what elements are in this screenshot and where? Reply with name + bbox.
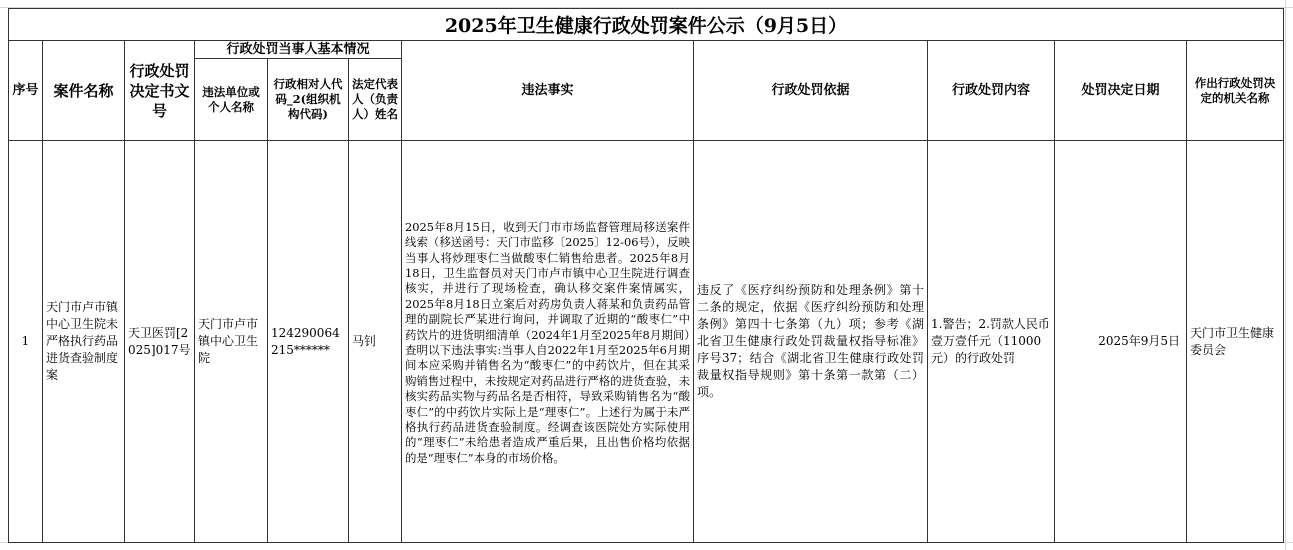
- cell-authority: 天门市卫生健康委员会: [1187, 141, 1284, 543]
- cell-party-code: 124290064215******: [268, 141, 349, 543]
- header-basis: 行政处罚依据: [694, 41, 928, 141]
- header-authority: 作出行政处罚决定的机关名称: [1187, 41, 1284, 141]
- cell-case-name: 天门市卢市镇中心卫生院未严格执行药品进货查验制度案: [43, 141, 125, 543]
- header-facts: 违法事实: [402, 41, 694, 141]
- cell-legal-rep: 马钊: [349, 141, 402, 543]
- cell-facts: 2025年8月15日，收到天门市市场监督管理局移送案件线索（移送函号：天门市监移〔2025〕12-06号），反映当事人将炒理枣仁当做酸枣仁销售给患者。2025年8月18日，卫生监督员对天门市卢市镇中心卫生院进行调查核实，并进行了现场检查，确认移交案件案情属实，2025年8月18日立案后对药房负责人蒋某和负责药品管理的副院长严某进行询问，并调取了近期的“酸枣仁”中药饮片的进货明细清单（2024年1月至2025年8月期间）查明以下违法事实:当事人自2022年1月至2025年6月期间本应采购并销售名为“酸枣仁”的中药饮片，但在其采购销售过程中，未按规定对药品进行严格的进货查验，未核实药品实物与药品名是否相符，导致采购销售名为“酸枣仁”的中药饮片实际上是“理枣仁”。上述行为属于未严格执行药品进货查验制度。经调查该医院处方实际使用的“理枣仁”未给患者造成严重后果，且出售价格均依据的是“理枣仁”本身的市场价格。: [402, 141, 694, 543]
- page-title: 2025年卫生健康行政处罚案件公示（9月5日）: [9, 9, 1284, 41]
- cell-content: 1.警告；2.罚款人民币壹万壹仟元（11000元）的行政处罚: [928, 141, 1055, 543]
- header-party-code: 行政相对人代码_2(组织机构代码): [268, 59, 349, 141]
- cell-basis: 违反了《医疗纠纷预防和处理条例》第十二条的规定，依据《医疗纠纷预防和处理条例》第四十七条第（九）项；参考《湖北省卫生健康行政处罚裁量权指导标准》序号37；结合《湖北省卫生健康行政处罚裁量权指导规则》第十条第一款第（二）项。: [694, 141, 928, 543]
- header-date: 处罚决定日期: [1055, 41, 1187, 141]
- table-row: [9, 141, 1284, 543]
- header-content: 行政处罚内容: [928, 41, 1055, 141]
- gridline: [1285, 0, 1286, 550]
- cell-no: 1: [9, 141, 43, 543]
- cell-decision-doc: 天卫医罚[2025]017号: [125, 141, 195, 543]
- cell-party-name: 天门市卢市镇中心卫生院: [195, 141, 268, 543]
- header-legal-rep: 法定代表人（负责人）姓名: [349, 59, 402, 141]
- penalty-table: [8, 8, 1284, 543]
- header-party-name: 违法单位或个人名称: [195, 59, 268, 141]
- header-no: 序号: [9, 41, 43, 141]
- header-party-group: 行政处罚当事人基本情况: [195, 41, 402, 59]
- cell-date: 2025年9月5日: [1055, 141, 1187, 543]
- header-decision-doc: 行政处罚决定书文号: [125, 41, 195, 141]
- header-case-name: 案件名称: [43, 41, 125, 141]
